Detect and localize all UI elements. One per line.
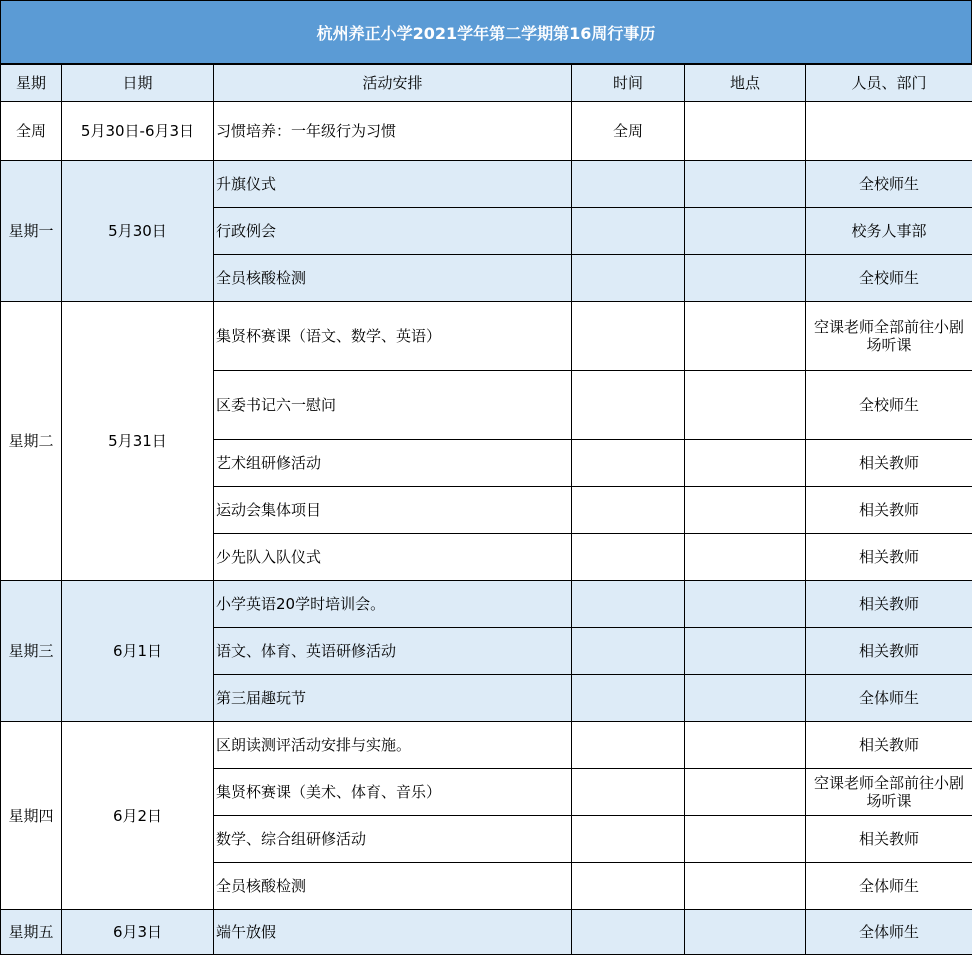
table-row [1,161,972,208]
place-cell [685,161,806,208]
people-cell: 相关教师 [806,816,972,863]
time-cell [572,534,685,581]
date-cell: 6月2日 [62,722,214,910]
schedule-table [0,64,972,955]
weekday-cell: 全周 [1,102,62,161]
activity-cell: 集贤杯赛课（美术、体育、音乐） [214,769,572,816]
time-cell [572,487,685,534]
place-cell [685,769,806,816]
table-row [1,581,972,628]
activity-cell: 运动会集体项目 [214,487,572,534]
place-cell [685,863,806,910]
time-cell [572,581,685,628]
place-cell [685,102,806,161]
time-cell [572,722,685,769]
time-cell [572,255,685,302]
date-cell: 6月1日 [62,581,214,722]
place-cell [685,255,806,302]
people-cell: 相关教师 [806,581,972,628]
header-place: 地点 [685,65,806,102]
place-cell [685,910,806,955]
weekday-cell: 星期四 [1,722,62,910]
place-cell [685,675,806,722]
activity-cell: 数学、综合组研修活动 [214,816,572,863]
header-date: 日期 [62,65,214,102]
place-cell [685,487,806,534]
date-cell: 5月30日 [62,161,214,302]
date-cell: 5月30日-6月3日 [62,102,214,161]
time-cell [572,628,685,675]
time-cell: 全周 [572,102,685,161]
people-cell: 全体师生 [806,863,972,910]
table-row [1,102,972,161]
place-cell [685,722,806,769]
people-cell: 全体师生 [806,675,972,722]
activity-cell: 第三届趣玩节 [214,675,572,722]
activity-cell: 升旗仪式 [214,161,572,208]
calendar-title: 杭州养正小学2021学年第二学期第16周行事历 [0,0,972,64]
people-cell: 相关教师 [806,440,972,487]
activity-cell: 区委书记六一慰问 [214,371,572,440]
activity-cell: 集贤杯赛课（语文、数学、英语） [214,302,572,371]
people-cell: 相关教师 [806,628,972,675]
activity-cell: 区朗读测评活动安排与实施。 [214,722,572,769]
time-cell [572,863,685,910]
activity-cell: 小学英语20学时培训会。 [214,581,572,628]
header-activity: 活动安排 [214,65,572,102]
people-cell: 全校师生 [806,255,972,302]
people-cell: 空课老师全部前往小剧场听课 [806,302,972,371]
date-cell: 5月31日 [62,302,214,581]
place-cell [685,581,806,628]
place-cell [685,302,806,371]
place-cell [685,816,806,863]
activity-cell: 语文、体育、英语研修活动 [214,628,572,675]
activity-cell: 习惯培养：一年级行为习惯 [214,102,572,161]
place-cell [685,440,806,487]
weekday-cell: 星期三 [1,581,62,722]
time-cell [572,769,685,816]
place-cell [685,371,806,440]
place-cell [685,628,806,675]
time-cell [572,440,685,487]
header-weekday: 星期 [1,65,62,102]
place-cell [685,534,806,581]
date-cell: 6月3日 [62,910,214,955]
weekday-cell: 星期二 [1,302,62,581]
weekday-cell: 星期一 [1,161,62,302]
activity-cell: 全员核酸检测 [214,863,572,910]
header-row [1,65,972,102]
header-time: 时间 [572,65,685,102]
activity-cell: 行政例会 [214,208,572,255]
weekday-cell: 星期五 [1,910,62,955]
time-cell [572,675,685,722]
activity-cell: 全员核酸检测 [214,255,572,302]
people-cell: 相关教师 [806,534,972,581]
people-cell: 全体师生 [806,910,972,955]
table-row [1,910,972,955]
people-cell: 相关教师 [806,487,972,534]
time-cell [572,910,685,955]
people-cell: 空课老师全部前往小剧场听课 [806,769,972,816]
time-cell [572,371,685,440]
activity-cell: 少先队入队仪式 [214,534,572,581]
header-people: 人员、部门 [806,65,972,102]
table-row [1,302,972,371]
activity-cell: 端午放假 [214,910,572,955]
people-cell [806,102,972,161]
time-cell [572,302,685,371]
people-cell: 校务人事部 [806,208,972,255]
time-cell [572,816,685,863]
time-cell [572,161,685,208]
people-cell: 全校师生 [806,371,972,440]
activity-cell: 艺术组研修活动 [214,440,572,487]
people-cell: 相关教师 [806,722,972,769]
time-cell [572,208,685,255]
table-row [1,722,972,769]
place-cell [685,208,806,255]
people-cell: 全校师生 [806,161,972,208]
